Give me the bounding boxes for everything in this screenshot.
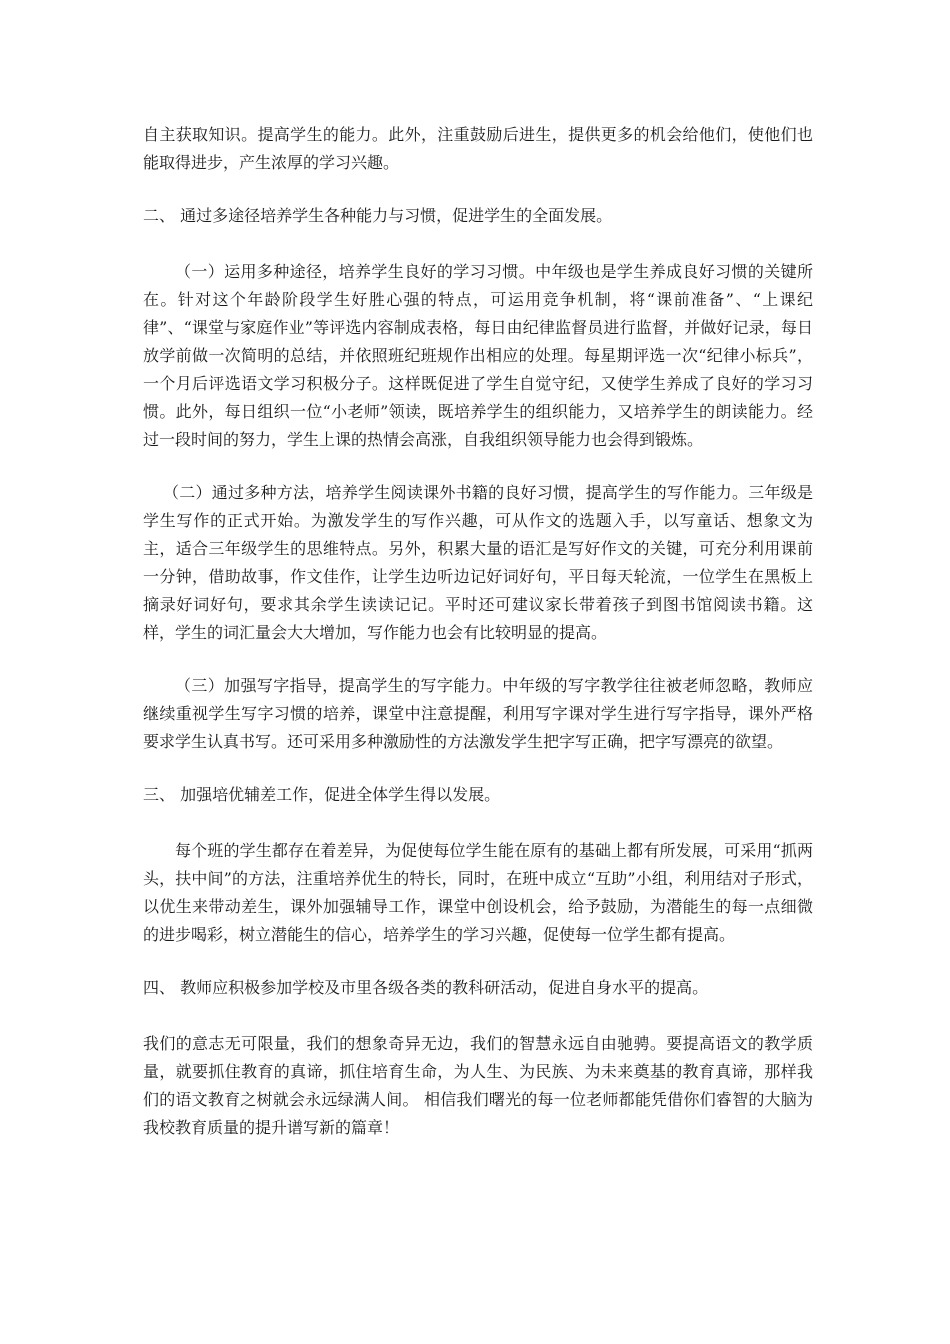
section-heading-4: 四、 教师应积极参加学校及市里各级各类的教科研活动，促进自身水平的提高。	[143, 978, 709, 997]
section-heading-2: 二、 通过多途径培养学生各种能力与习惯，促进学生的全面发展。	[143, 206, 613, 225]
paragraph-handwriting: （三）加强写字指导，提高学生的写字能力。中年级的写字教学往往被老师忽略，教师应继续重视学生写字习惯的培养，课堂中注意提醒，利用写字课对学生进行写字指导，课外严格要求学生认真书写。还可采用多种激励性的方法激发学生把字写正确，把字写漂亮的欲望。	[143, 676, 813, 751]
paragraph-differentiation: 每个班的学生都存在着差异，为促使每位学生能在原有的基础上都有所发展，可采用“抓两头，扶中间”的方法，注重培养优生的特长，同时，在班中成立“互助”小组，利用结对子形式，以优生来带动差生，课外加强辅导工作，课堂中创设机会，给予鼓励，为潜能生的每一点细微的进步喝彩，树立潜能生的信心，培养学生的学习兴趣，促使每一位学生都有提高。	[143, 841, 813, 944]
document-body	[143, 121, 813, 1167]
paragraph-intro-continuation: 自主获取知识。提高学生的能力。此外，注重鼓励后进生，提供更多的机会给他们，使他们也能取得进步，产生浓厚的学习兴趣。	[143, 125, 813, 172]
paragraph-reading-writing: （二）通过多种方法，培养学生阅读课外书籍的良好习惯，提高学生的写作能力。三年级是学生写作的正式开始。为激发学生的写作兴趣，可从作文的选题入手，以写童话、想象文为主，适合三年级学生的思维特点。另外，积累大量的语汇是写好作文的关键，可充分利用课前一分钟，借助故事，作文佳作，让学生边听边记好词好句，平日每天轮流，一位学生在黑板上摘录好词好句，要求其余学生读读记记。平时还可建议家长带着孩子到图书馆阅读书籍。这样，学生的词汇量会大大增加，写作能力也会有比较明显的提高。	[143, 483, 813, 642]
section-heading-3: 三、 加强培优辅差工作，促进全体学生得以发展。	[143, 785, 501, 804]
paragraph-conclusion: 我们的意志无可限量，我们的想象奇异无边，我们的智慧永远自由驰骋。要提高语文的教学质量，就要抓住教育的真谛，抓住培育生命，为人生、为民族、为未来奠基的教育真谛，那样我们的语文教育之树就会永远绿满人间。 相信我们曙光的每一位老师都能凭借你们睿智的大脑为我校教育质量的提升谱写新的篇章！	[143, 1034, 813, 1137]
paragraph-study-habits: （一）运用多种途径，培养学生良好的学习习惯。中年级也是学生养成良好习惯的关键所在。针对这个年龄阶段学生好胜心强的特点，可运用竞争机制，将“课前准备”、“上课纪律”、“课堂与家庭作业”等评选内容制成表格，每日由纪律监督员进行监督，并做好记录，每日放学前做一次简明的总结，并依照班纪班规作出相应的处理。每星期评选一次“纪律小标兵”，一个月后评选语文学习积极分子。这样既促进了学生自觉守纪，又使学生养成了良好的学习习惯。此外，每日组织一位“小老师”领读，既培养学生的组织能力，又培养学生的朗读能力。经过一段时间的努力，学生上课的热情会高涨，自我组织领导能力也会得到锻炼。	[143, 262, 813, 449]
